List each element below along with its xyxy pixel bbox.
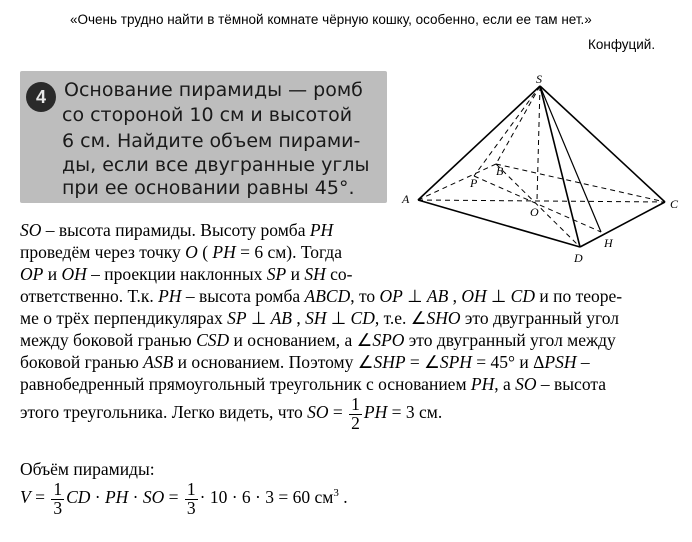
- solution-line-6: между боковой гранью CSD и основанием, а ∠SPO это двугранный угол между: [20, 330, 616, 350]
- problem-line-2: со стороной 10 см и высотой: [62, 104, 353, 126]
- label-B: B: [496, 164, 504, 178]
- solution-line-3: OP и OH – проекции наклонных SP и SH со-: [20, 264, 353, 284]
- label-H: H: [604, 236, 613, 250]
- label-D: D: [574, 251, 583, 265]
- solution-line-2: проведём через точку O ( PH = 6 см). Тогда: [20, 242, 342, 262]
- label-P: P: [470, 176, 478, 190]
- pyramid-hidden-edges: [418, 86, 665, 247]
- solution-line-1: SO – высота пирамиды. Высоту ромба PH: [20, 220, 334, 240]
- problem-line-1: Основание пирамиды — ромб: [64, 79, 363, 101]
- label-C: C: [670, 197, 679, 211]
- solution-line-8: равнобедренный прямоугольный треугольник с основанием PH, а SO – высота: [20, 374, 606, 394]
- epigraph-author: Конфуций.: [588, 37, 656, 52]
- problem-line-5: при ее основании равны 45°.: [62, 177, 355, 199]
- label-S: S: [536, 72, 542, 86]
- solution-line-9: этого треугольника. Легко видеть, что SO = $\frac{1}{2}$ PH = 3 см.: [20, 394, 443, 433]
- solution-line-7: боковой гранью ASB и основанием. Поэтому ∠SHP = ∠SPH = 45° и ΔPSH –: [20, 352, 590, 372]
- label-O: O: [530, 205, 539, 219]
- solution-line-4: ответственно. Т.к. PH – высота ромба ABCD, то OP ⊥ AB , OH ⊥ CD и по теоре-: [20, 286, 623, 306]
- problem-line-4: ды, если все двугранные углы: [62, 154, 370, 176]
- volume-heading: Объём пирамиды:: [20, 459, 155, 479]
- problem-number: 4: [26, 82, 56, 112]
- label-A: A: [402, 192, 410, 206]
- epigraph-quote: «Очень трудно найти в тёмной комнате чёрную кошку, особенно, если ее там нет.»: [70, 12, 592, 27]
- problem-statement: [20, 71, 387, 203]
- solution-line-5: ме о трёх перпендикулярах SP ⊥ AB , SH ⊥ CD, т.е. ∠SHO это двугранный угол: [20, 308, 619, 328]
- problem-line-3: 6 см. Найдите объем пирами-: [62, 130, 361, 152]
- pyramid-diagram: [400, 72, 690, 272]
- volume-formula: V = $\frac{1}{3}$ CD · PH · SO = $\frac{1}{3}$ · 10 · 6 · 3 = 60 $см^3$ .: [20, 479, 348, 518]
- pyramid-solid-edges: [418, 86, 665, 247]
